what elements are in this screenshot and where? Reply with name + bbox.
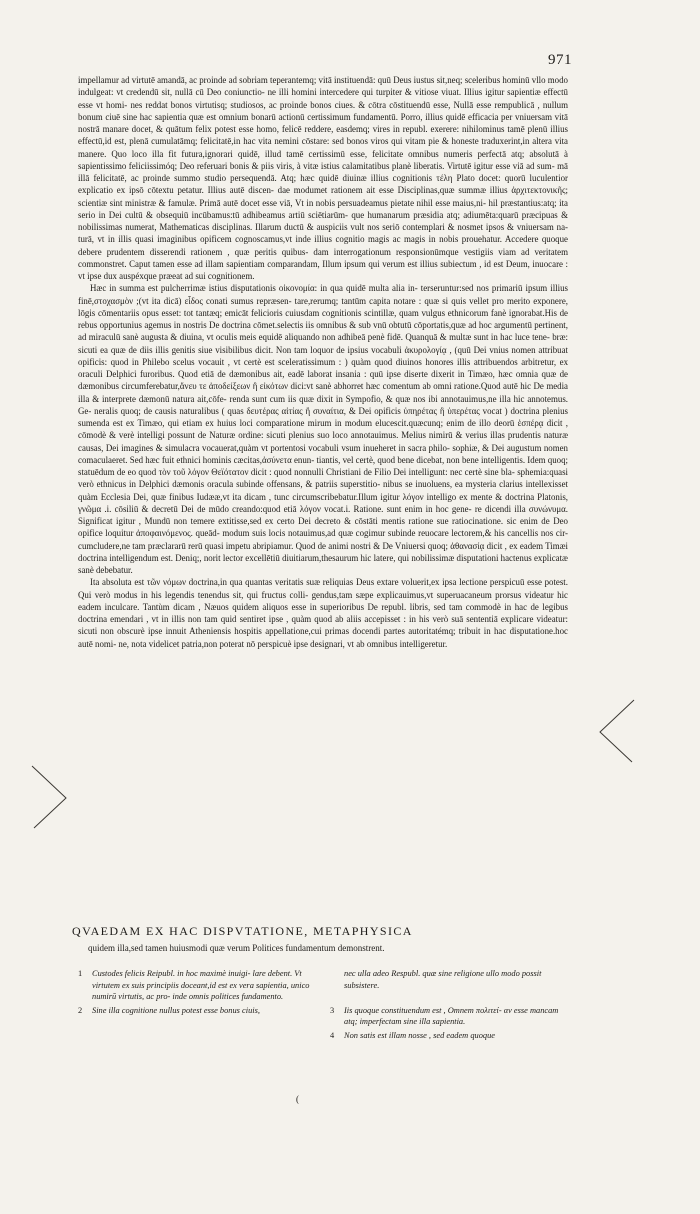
text-line: terseruntur:sed nos primariū ipsum illius finē,στοχασμὸν ;(vt ita dicā) εἶδος conati sumus repræsen- bbox=[78, 283, 568, 306]
margin-mark-left bbox=[30, 762, 70, 832]
text-line: iustus sit,neq; sceleribus hominū vllo modo indulgeat: vt credendū sit, nullā cū Deo coniunctio- bbox=[78, 75, 568, 98]
text-line: quoq; ἀθανασίᾳ dicit , ex eadem Timæi doctrina intelligendum est. Deniq;, norit lector excellētiū bbox=[78, 540, 569, 563]
text-line: vt oculis meis equidē aliquando non adhibeā penè fidē. Quanquā & multæ sunt in hac luce tene- bbox=[206, 332, 553, 343]
text-line: dicam , Næuos quidem aliquos esse in superioribus De republ. libris, sed tam commodè in hac de bbox=[173, 601, 543, 612]
text-line: potest esse homo, felicē reddere, easdemq; vires in republ. exerere: nihilominus tamē plenū illius bbox=[214, 124, 568, 134]
text-line: doctrina plenius sumenda est ex Timæo, qui etiam ex huius loci comparatione mirum in modum bbox=[78, 405, 569, 428]
text-line: effectū,id est, plenā cumulatāmq; felicitatē,in hac vita nemini cōstare: sed bonos viros qui vitam bbox=[78, 136, 429, 147]
text-line: ordine: sicuti plenius suo loco annotauimus. Melius nimirū & verius illas prudentis naturæ causas, bbox=[78, 430, 568, 453]
paragraph-1 bbox=[78, 74, 568, 282]
text-line: mā illā felicitatē, ac proinde summo studio persequendā. Atq; hæc quidē diuinæ illius cognitionis bbox=[78, 160, 568, 183]
text-line: ἀκυρολογίᾳ , (quū Dei vnius nomen attribuat opificis: quod in Philebo scelus vocauit , vt certè est bbox=[78, 344, 568, 367]
text-line: ministræ & famulæ. Primā autē docet esse viā, Vt in nobis persuadeamus pietate nihil esse maius,ni- bbox=[124, 197, 489, 208]
text-line: furoribus. Quod etiā de dæmonibus ait, eadē laborat insania : quū ipse diserte dixerit in Timæo, bbox=[139, 369, 499, 379]
marginal-notes bbox=[78, 968, 568, 1041]
text-line: ipsa lectione perspicuū esse potest. Qui verò modus in his legendis tenendus sit, qui fructus colli- bbox=[78, 577, 568, 600]
text-line: cumcludere,ne tam præclararū rerū quasi impetu abripiamur. Quod de animi nostri & De Vniuersi bbox=[78, 540, 428, 551]
text-line: nibus se inuoluens, ea mysteria clarius intellexisset quàm Ecclesia Dei, quæ finibus Iudææ,vt ita bbox=[78, 479, 568, 502]
text-line: turā, vt in illis quasi imaginibus opificem cognoscamus,vt inde illius cognitio magis ac magis in bbox=[78, 234, 440, 245]
text-line: cōsiliū & decretū Dei de mūdo creando:quod etiā λόγον vocat.i. Ratione. sunt enim in hoc gene- bbox=[114, 503, 475, 514]
text-line: hil præstantius:atq; ita serio in Dei cultū & obsequiū incūbamus:tū adhibeamus artiū sciētiarūm- bbox=[78, 197, 568, 220]
note-item: 2 Sine illa cognitione nullus potest esse bonus ciuis, bbox=[78, 1005, 260, 1015]
section-heading: QVAEDAM EX HAC DISPVTATIONE, METAPHYSICA bbox=[72, 924, 413, 938]
text-line: legibus doctrina emendari , vt in illis non tam quid sentiret ipse , quàm quod ab aliis accepisset : bbox=[78, 601, 569, 624]
text-line: cōstāti mentis ratione sue ratiocinatione. sic enim de Deo opifice loquitur ἀποφαινόμενος. queād- bbox=[78, 516, 568, 539]
page-number: 971 bbox=[548, 52, 572, 68]
text-line: dicam , tunc circumscribebatur.Illum igitur λόγον intelligo ex mente & doctrina Platonis, γνῶμα .i. bbox=[78, 491, 568, 514]
text-line: esset: tot tantæq; emicāt felicioris cuiusdam cognitionis scintillæ, quam vulgus ethnicorum fanè bbox=[161, 307, 509, 318]
text-line: dae modumet rationem ait esse Disciplinas,quæ summæ illius ἀρχιτεκτονικῆς; scientiæ sint bbox=[78, 185, 568, 208]
text-line: bræ: sicuti ea quæ de diis illis genitis siue visibilibus dicit. Non tam loquor de ipsius vocabuli bbox=[78, 332, 568, 355]
text-line: comentum ab omni ratione.Quod autē hic De media illa & interprete dæmonū natura ait,cōfe- bbox=[78, 381, 569, 404]
text-line: esse ad illam sapientiam comparandam, Illum ipsum qui verum est illius subiectum , id est Deum, bbox=[177, 258, 533, 269]
text-line: rempublicā , nullum bonum ciuē sine hac sapientia quæ est omnium bonarū actionū certissimum bbox=[78, 99, 569, 122]
text-line: tare,rerumq; tantūm capita notare : quæ si quis vellet pro merito exponere, lōgis cōmentariis opus bbox=[78, 295, 568, 318]
note-item: 4 Non satis est illam nosse , sed eadem quoque bbox=[330, 1030, 495, 1040]
margin-mark-right bbox=[596, 696, 636, 766]
text-line: ne, nota videlicet patria,non poterat nō perspicuè ipse designari, vt ab omnibus intelligeretur. bbox=[118, 638, 448, 649]
text-line: diuitiarum,thesaurum hic latere, qui nobilissimæ disputationi hactenus explicatæ sanè debebatur. bbox=[78, 552, 568, 575]
small-ink-mark: ( bbox=[296, 1094, 299, 1104]
text-line: neralis quoq; de causis naturalibus ( quas δευτέρας αἰτίας ἢ συναίτια, & Dei opificis ὑπηρέτας ἢ ὑπερέτας vocat ) bbox=[94, 405, 511, 416]
text-line: ignorabat.His de rebus opportunius agemus in nostris De doctrina cōmet.selectis iis omnibus & bbox=[78, 307, 568, 330]
text-line: elucescit.quæcunq; enim de illo deorū ἑσπέρᾳ dicit , cōmodè & verè intelligi possunt de Naturæ bbox=[78, 418, 568, 441]
text-line: dam interrogationum responsionūmque vestigiis viam ad veritatem commonstret. Caput tamen bbox=[78, 246, 569, 269]
paragraph-3 bbox=[78, 576, 568, 650]
text-line: sceleratissimum : ) quàm quod diuinos honores illis attribuendos arbitretur, ex oraculi Delphici bbox=[78, 356, 569, 379]
text-line: ne illi homini intercedere qui turpiter & vitiose viuat. Illius igitur sapientiæ effectū esse vt homi- bbox=[78, 87, 568, 110]
section-subheading: quidem illa,sed tamen huiusmodi quæ verum Politices fundamentum demonstrent. bbox=[88, 943, 385, 953]
text-line: appellatione,cui primas docendi partes autoritatémq; tribuit in hac disputatione.hoc autē nomi- bbox=[78, 626, 568, 649]
text-line: sphemia:quasi verò ethnicus in Delphici dæmonis oracula subinde offensans, & patriis superstitio- bbox=[78, 467, 568, 490]
text-line: impellamur ad virtutē amandā, ac proinde ad sobriam teperantemq; vitā instituendā: quū Deus bbox=[78, 75, 414, 85]
text-line: disciplinas. Illarum ductū & auspiciis vult nos seriō contemplari & nosmet ipsos & vniuersam na- bbox=[212, 222, 568, 232]
text-line: modum suis locis notauimus,ad quæ cogimur subinde reuocare lectorem,& his cancellis nos cir- bbox=[222, 528, 568, 539]
paragraph-2 bbox=[78, 282, 568, 576]
text-line: τέλη Plato docet: quorū luculentior explicatio ex ipsō cōtextu petatur. Illius autē discen- bbox=[78, 173, 568, 196]
text-line: renda sunt cum iis quæ dixit in Sympofio, & quæ nos ibi annotauimus,ne illa hic annotemus. Ge- bbox=[78, 393, 568, 416]
text-line: pie & honeste traduxerint,in altera vita manere. Quo loco illa fit futura,ignorari quidē, illud tamē bbox=[78, 136, 569, 159]
note-item: nec ulla adeo Respubl. quæ sine religione ullo modo possit subsistere. bbox=[344, 969, 542, 990]
text-line: Dei imagines & simulacra vocauerat,quàm vt portentosi vocabuli vsum inueheret in sacra philo- bbox=[105, 442, 453, 453]
text-line: nobis prouehatur. Accedere quoque debere prudentem disserendi rationem , quæ peritis quibus- bbox=[78, 234, 568, 257]
text-line: fundamentū. Porro, illius quidē efficacia per vniuersam vitā nostrā manare docet, & quātum felix bbox=[78, 111, 568, 134]
text-line: Hæc in summa est pulcherrimæ istius disputationis οἰκονομία: in qua quidē multa alia in- bbox=[90, 283, 421, 294]
text-line: τὸν τοῦ λόγον Θεϊότατον dicit : quod nonnulli Christiani de Filio Dei intelligunt: nec certè sine bla- bbox=[158, 467, 518, 477]
text-line: inuocare : vt ipse dux auspéxque præeat ad sui cognitionem. bbox=[78, 258, 568, 281]
note-item: 3 Iis quoque constituendum est , Omnem πολιτεί- αν esse mancam atq; imperfectam sine illa sapientia. bbox=[330, 1005, 559, 1026]
text-line: Ita absoluta est τῶν νόμων doctrina,in qua quantas veritatis suæ reliquias Deus extare voluerit,ex bbox=[90, 577, 443, 588]
text-line: certissimū esse, felicitate omnibus numeris perfectā atq; absolutā à sapientissimo feliciissimóq; Deo bbox=[78, 148, 568, 171]
note-item bbox=[78, 1030, 316, 1042]
text-line: sub vnū obtutū cōportatis,quæ ad hoc argumentū pertinent, ad miraculū sanè augusta & diuina, bbox=[78, 320, 568, 343]
text-line: referuari bonis & piis viris, à vitæ istius calamitatibus planè liberatis. Virtutē igitur esse viā ad sum- bbox=[196, 160, 558, 171]
text-line: nes reddat bonos virtutisq; studiosos, ac proinde bonos ciues. & cōtra cōstituendū esse, Nullā esse bbox=[130, 99, 495, 110]
text-line: re dicendi illa συνώνυμα. Significat igitur , Mundū non temere extitisse,sed ex certo Dei decreto & bbox=[78, 503, 568, 526]
text-line: gendus,tam sæpe explicauimus,vt superuacaneum prorsus videatur hic eadem inculcare. Tantùm bbox=[78, 589, 568, 612]
note-item: 1 Custodes felicis Reipubl. in hoc maximè inuigi- lare debent. Vt virtutem ex suis principiis doceant,id est ex vera sapientia, unico numirū virtutis, ac pro- inde omnis politices fundamento. bbox=[78, 969, 310, 1001]
text-line: hæc omnia quæ de dæmonibus circumferebatur,ἄνευ τε ἀποδείξεων ἢ εἰκότων dici:vt sanè abhorret hæc bbox=[78, 369, 568, 392]
text-line: in his verò suā sententiā explicare videatur: sicuti non obscurè ipse innuit Atheniensis hospitis bbox=[78, 614, 569, 637]
text-line: que humanarum præsidia atq; adiumēta:quarū præcipuas & nobilissimas numerat, Mathematicas bbox=[78, 209, 568, 232]
body-text bbox=[78, 74, 568, 650]
text-line: tiantis, vel certè, quod bene dicebat, non bene intelligentis. Idem quoq; statuēdum de eo quod bbox=[78, 454, 568, 477]
text-line: sophiæ, & Dei augustum nomen comaculaeret. Sed hæc fuit ethnici hominis cæcitas,ἀσύνετα enun- bbox=[78, 442, 568, 465]
